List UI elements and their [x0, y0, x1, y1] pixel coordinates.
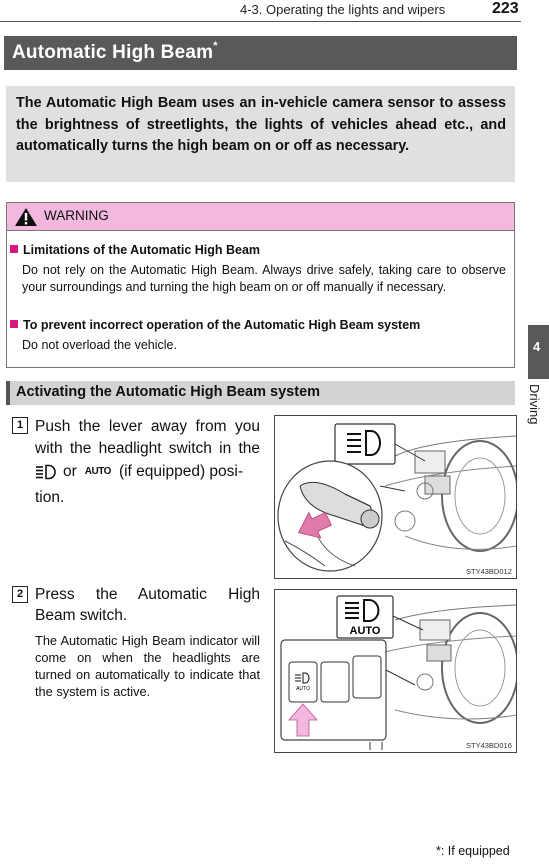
- page-title: [12, 42, 218, 64]
- step-number: 1: [12, 417, 28, 434]
- step-text: Push the lever away from you: [35, 418, 260, 435]
- warning-item-heading: [10, 318, 420, 332]
- callout-auto-text: AUTO: [349, 625, 381, 637]
- step-text: Beam switch.: [35, 607, 128, 624]
- title-asterisk: *: [213, 40, 218, 52]
- warning-heading-text: Limitations of the Automatic High Beam: [23, 243, 261, 257]
- step-number: 2: [12, 586, 28, 603]
- auto-icon: AUTO: [84, 466, 111, 477]
- switch-illustration: [275, 590, 517, 753]
- headlight-icon: [35, 464, 57, 480]
- warning-item-body: Do not rely on the Automatic High Beam. Always drive safely, taking care to observe your surroundings and turning the high beam on or off manually if necessary.: [22, 263, 506, 294]
- warning-triangle-icon: [14, 207, 38, 227]
- warning-label: WARNING: [44, 208, 109, 223]
- figure-switch-illustration: [274, 589, 517, 753]
- or-text: or: [63, 463, 77, 480]
- chapter-tab-label: Driving: [527, 384, 542, 425]
- step-note: The Automatic High Beam indicator will come on when the headlights are turned on automatically to indicate that the system is active.: [35, 633, 260, 699]
- warning-item-heading: [10, 243, 260, 257]
- page-title-text: Automatic High Beam: [12, 42, 214, 63]
- step-text-with-icons: [35, 461, 263, 483]
- switch-auto-text: AUTO: [296, 686, 310, 692]
- footnote: *: If equipped: [436, 844, 510, 858]
- step-text: tion.: [35, 489, 65, 506]
- pink-square-bullet-icon: [10, 320, 18, 328]
- chapter-tab-number: 4: [533, 339, 541, 354]
- chapter-section-label: 4-3. Operating the lights and wipers: [240, 2, 446, 17]
- warning-item-body: Do not overload the vehicle.: [22, 338, 177, 352]
- lever-illustration: [275, 416, 517, 579]
- section-heading: Activating the Automatic High Beam system: [16, 384, 321, 400]
- summary-text: The Automatic High Beam uses an in-vehicle camera sensor to assess the brightness of streetlights, the lights of vehicles ahead etc., and automatically turns the high beam on or off as necessary.: [16, 95, 506, 154]
- warning-heading-text: To prevent incorrect operation of the Automatic High Beam system: [23, 318, 421, 332]
- header-rule: [0, 21, 521, 22]
- figure-code: STY43BD012: [466, 567, 512, 576]
- step-text: with the headlight switch in the: [35, 440, 260, 457]
- page-number: 223: [492, 0, 519, 17]
- figure-lever-illustration: [274, 415, 517, 579]
- step-text: (if equipped) posi-: [118, 463, 244, 480]
- pink-square-bullet-icon: [10, 245, 18, 253]
- step-text: Press the Automatic High: [35, 586, 260, 603]
- figure-code: STY43BD016: [466, 741, 512, 750]
